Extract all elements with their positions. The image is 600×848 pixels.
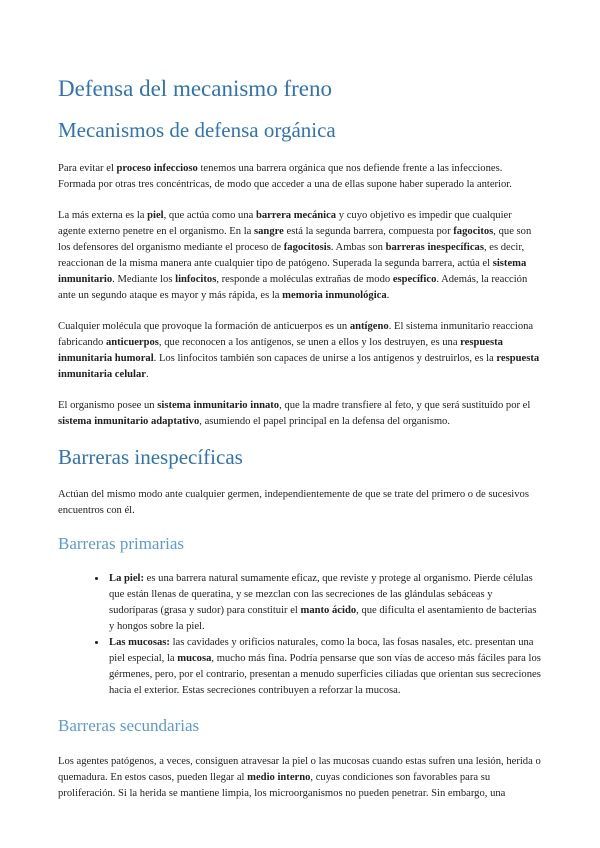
paragraph-secundarias: Los agentes patógenos, a veces, consiguen atravesar la piel o las mucosas cuando estas sufren una lesión, herida o quemadura. En estos casos, pueden llegar al medio interno, cuyas condiciones son favorables para su proliferación. Si la herida se mantiene limpia, los microorganismos no pueden penetrar. Sin embargo, una <box>58 755 541 799</box>
primary-barriers-list <box>58 571 542 699</box>
list-item-piel: • La piel: es una barrera natural sumamente eficaz, que reviste y protege al organismo. Pierde células que están llenas de queratina, y se mezclan con las secreciones de las glándulas sebáceas y sudoríparas (grasa y sudor) para constituir el manto ácido, que dificulta el asentamiento de bacterias y hongos sobre la piel. <box>107 571 542 635</box>
paragraph-inespecificas: Actúan del mismo modo ante cualquier germen, independientemente de que se trate del primero o de sucesivos encuentros con él. <box>58 488 529 516</box>
paragraph-barreras: La más externa es la piel, que actúa como una barrera mecánica y cuyo objetivo es impedir que cualquier agente externo penetre en el organismo. En la sangre está la segunda barrera, compuesta por fagocitos, que son los defensores del organismo mediante el proceso de fagocitosis. Ambas son barreras inespecíficas, es decir, reaccionan de la misma manera ante cualquier tipo de patógeno. Superada la segunda barrera, actúa el sistema inmunitario. Mediante los linfocitos, responde a moléculas extrañas de modo específico. Además, la reacción ante un segundo ataque es mayor y más rápida, es la memoria inmunológica. <box>58 209 532 301</box>
list-item-mucosas: • Las mucosas: las cavidades y orificios naturales, como la boca, las fosas nasales, etc. presentan una piel especial, la mucosa, mucho más fina. Podría pensarse que son vías de acceso más fáciles para los gérmenes, pero, por el contrario, presentan a menudo superficies ciliadas que orientan sus secreciones hacia el exterior. Estas secreciones contribuyen a reforzar la mucosa. <box>107 635 542 699</box>
paragraph-sistema-innato: El organismo posee un sistema inmunitario innato, que la madre transfiere al feto, y que será sustituido por el sistema inmunitario adaptativo, asumiendo el papel principal en la defensa del organismo. <box>58 399 531 427</box>
document-title: Defensa del mecanismo freno <box>58 76 332 101</box>
paragraph-antigenos: Cualquier molécula que provoque la formación de anticuerpos es un antígeno. El sistema inmunitario reacciona fabricando anticuerpos, que reconocen a los antígenos, se unen a ellos y los destruyen, es una respuesta inmunitaria humoral. Los linfocitos también son capaces de unirse a los antígenos y destruirlos, es la respuesta inmunitaria celular. <box>58 320 540 380</box>
section-heading-mecanismos: Mecanismos de defensa orgánica <box>58 118 336 143</box>
paragraph-proceso-infeccioso: Para evitar el proceso infeccioso tenemos una barrera orgánica que nos defiende frente a las infecciones. Formada por otras tres concéntricas, de modo que acceder a una de ellas supone haber superado la anterior. <box>58 162 512 190</box>
subsection-heading-primarias: Barreras primarias <box>58 533 185 553</box>
subsection-heading-secundarias: Barreras secundarias <box>58 716 200 736</box>
section-heading-inespecificas: Barreras inespecíficas <box>58 444 243 469</box>
